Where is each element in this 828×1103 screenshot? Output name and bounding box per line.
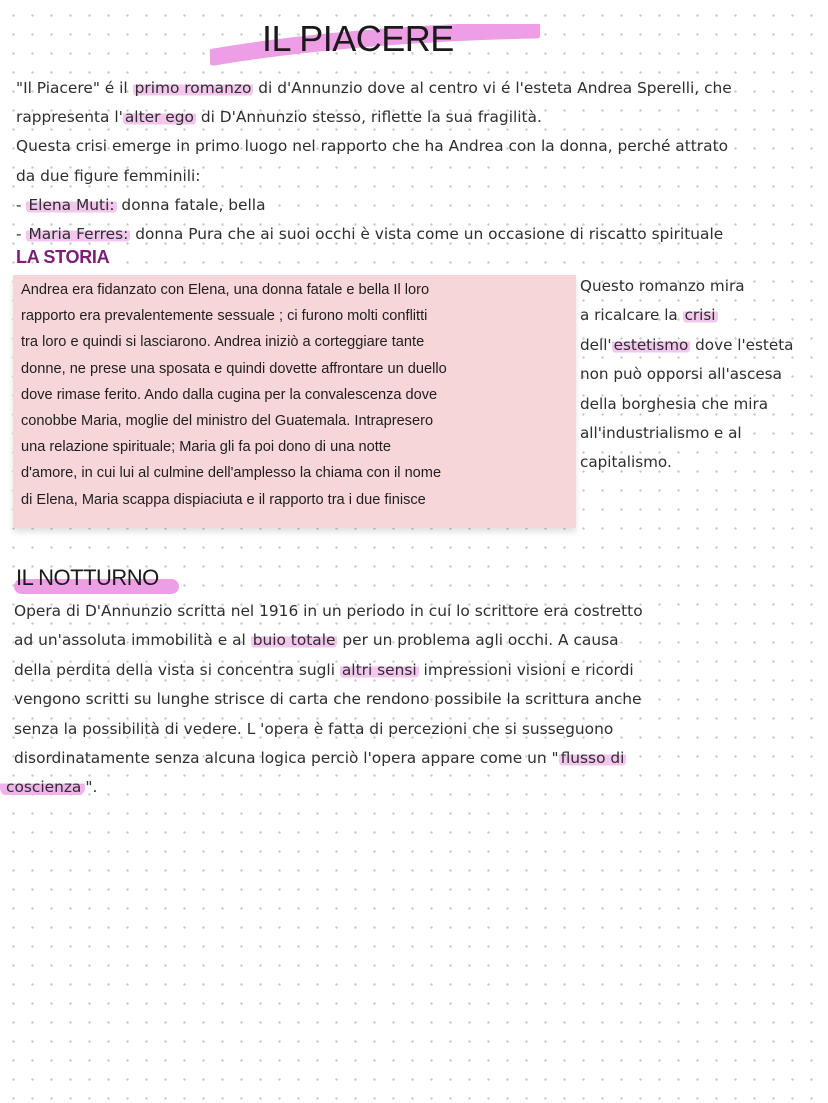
text-line [580, 272, 820, 301]
text-segment: dell' [580, 335, 612, 354]
text-segment: ". [85, 778, 98, 797]
text-line [14, 597, 744, 626]
text-segment: della perdita della vista si concentra sugli [14, 660, 340, 679]
storia-line: conobbe Maria, moglie del ministro del Guatemala. Intrapresero [21, 413, 434, 430]
storia-heading: LA STORIA [16, 247, 110, 267]
text-segment: senza la possibilità di vedere. L 'opera è fatta di percezioni che si susseguono [14, 719, 614, 738]
text-segment: impressioni visioni e ricordi [418, 660, 634, 679]
text-line [580, 448, 820, 477]
text-line [580, 390, 820, 419]
notturno-paragraph [6, 597, 744, 803]
text-line [580, 331, 820, 360]
text-line [16, 162, 822, 191]
text-line [14, 685, 744, 714]
storia-line: tra loro e quindi si lasciarono. Andrea iniziò a corteggiare tante [21, 334, 425, 351]
text-line [16, 74, 822, 103]
highlighted-phrase: altri sensi [341, 660, 417, 679]
title-block [210, 14, 540, 64]
text-segment: per un problema agli occhi. A causa [337, 631, 619, 650]
side-note [580, 272, 820, 478]
highlighted-phrase: estetismo [613, 335, 689, 354]
text-line [16, 103, 822, 132]
highlighted-phrase: alter ego [124, 108, 194, 127]
text-segment: Questo romanzo mira [580, 277, 745, 295]
storia-box [13, 275, 576, 528]
text-segment: della borghesia che mira [580, 394, 769, 413]
text-segment: "Il Piacere" é il [16, 79, 133, 97]
text-segment: donna fatale, bella [116, 195, 266, 214]
text-segment: ad un'assoluta immobilità e al [14, 631, 251, 650]
text-line [16, 132, 822, 161]
text-segment: dove l'esteta [690, 335, 794, 354]
text-segment: di D'Annunzio stesso, riflette la sua fragilità. [195, 108, 542, 127]
page-title: IL PIACERE [262, 18, 454, 59]
text-segment: vengono scritti su lunghe strisce di carta che rendono possibile la scrittura anche [14, 690, 642, 709]
highlighted-phrase: Elena Muti: [28, 195, 115, 214]
text-segment: non può opporsi all'ascesa [580, 365, 782, 384]
text-line [6, 773, 744, 802]
notturno-heading [14, 565, 165, 591]
text-line [14, 626, 744, 655]
text-segment: da due figure femminili: [16, 166, 201, 185]
text-segment: donna Pura che ai suoi occhi è vista come un occasione di riscatto spirituale [130, 225, 724, 244]
storia-line: una relazione spirituale; Maria gli fa poi dono di una notte [21, 439, 391, 456]
storia-line: donne, ne prese una sposata e quindi dovette affrontare un duello [21, 360, 447, 377]
highlighted-phrase: coscienza [0, 778, 85, 796]
highlighted-phrase: Maria Ferres: [28, 225, 129, 244]
text-line [14, 715, 744, 744]
text-line [16, 220, 822, 249]
text-segment: di d'Annunzio dove al centro vi é l'esteta Andrea Sperelli, che [253, 79, 732, 97]
text-segment: a ricalcare la [580, 306, 683, 325]
text-line [14, 656, 744, 685]
text-line [580, 419, 820, 448]
storia-line: di Elena, Maria scappa dispiaciuta e il rapporto tra i due finisce [21, 491, 426, 508]
storia-line: dove rimase ferito. Ando dalla cugina per la convalescenza dove [21, 386, 438, 403]
text-line [580, 301, 820, 330]
highlighted-phrase: crisi [684, 306, 716, 325]
highlighted-phrase: buio totale [252, 631, 336, 650]
text-segment: - [16, 195, 27, 214]
notturno-heading-text: IL NOTTURNO [16, 565, 159, 590]
text-segment: capitalismo. [580, 453, 672, 472]
storia-text [21, 277, 571, 513]
text-segment: all'industrialismo e al [580, 424, 742, 443]
text-line [14, 744, 744, 773]
storia-line: Andrea era fidanzato con Elena, una donna fatale e bella Il loro [21, 282, 430, 298]
text-segment: - [16, 225, 27, 244]
storia-line: d'amore, in cui lui al culmine dell'amplesso la chiama con il nome [21, 465, 442, 482]
highlighted-phrase: flusso di [560, 749, 625, 768]
text-segment: Opera di D'Annunzio scritta nel 1916 in un periodo in cui lo scrittore era costretto [14, 602, 643, 620]
text-segment: rappresenta l' [16, 108, 123, 127]
highlighted-phrase: primo romanzo [134, 79, 252, 97]
intro-paragraph [16, 74, 822, 249]
storia-line: rapporto era prevalentemente sessuale ; ci furono molti conflitti [21, 308, 428, 325]
text-line [580, 360, 820, 389]
text-segment: disordinatamente senza alcuna logica perciò l'opera appare come un " [14, 749, 559, 768]
text-line [16, 191, 822, 220]
text-segment: Questa crisi emerge in primo luogo nel rapporto che ha Andrea con la donna, perché attrato [16, 137, 729, 156]
